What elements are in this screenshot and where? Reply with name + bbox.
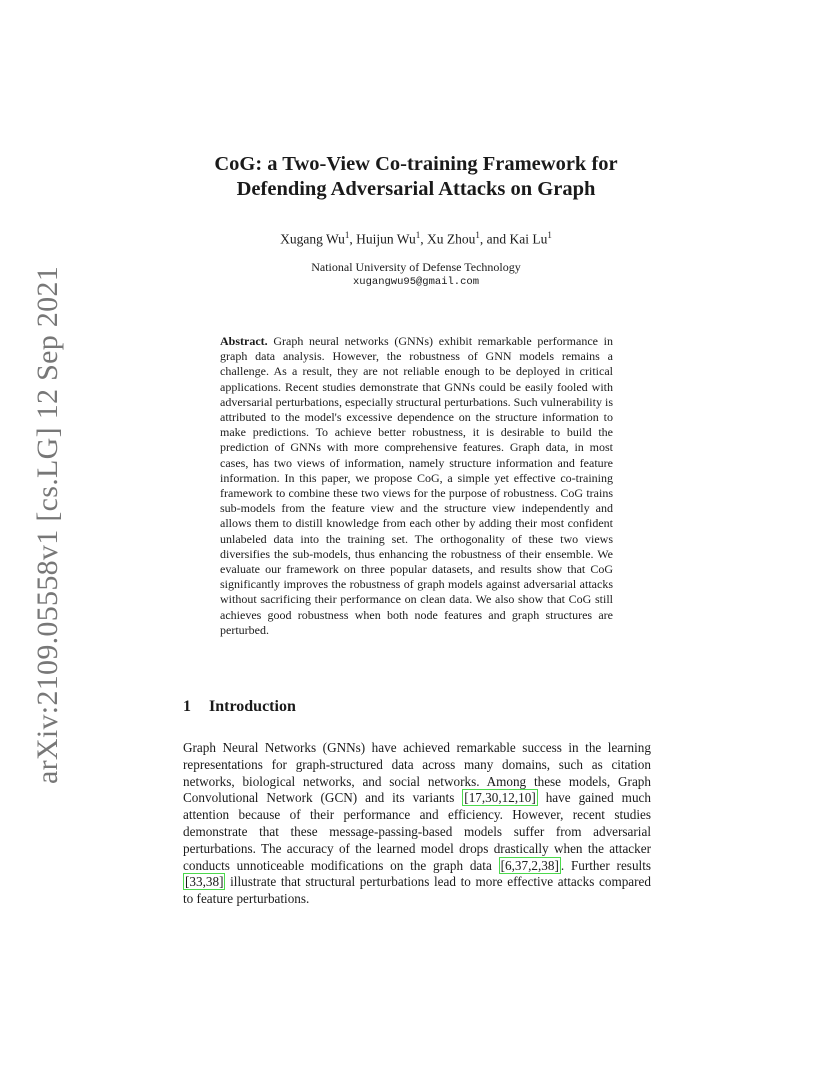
author-affiliation-mark: 1 — [475, 230, 480, 240]
title-line-1: CoG: a Two-View Co-training Framework for — [214, 153, 618, 175]
citation-link[interactable]: [6,37,2,38] — [500, 857, 559, 873]
intro-text: illustrate that structural perturbations lead to more effective attacks compared to feature perturbations. — [183, 874, 651, 907]
author-affiliation-mark: 1 — [415, 230, 421, 240]
arxiv-identifier: arXiv:2109.05558v1 [cs.LG] 12 Sep 2021 — [31, 265, 64, 785]
paper-title — [160, 152, 672, 202]
author-affiliation-mark: 1 — [344, 230, 350, 240]
section-heading — [183, 698, 296, 716]
author-name: Kai Lu — [509, 231, 548, 247]
affiliation: National University of Defense Technology — [311, 260, 521, 274]
author-name: Xu Zhou — [427, 231, 476, 247]
citation-link[interactable]: [33,38] — [185, 874, 224, 890]
author-email: xugangwu95@gmail.com — [352, 276, 480, 288]
author-separator: , — [420, 231, 428, 247]
author-list — [160, 230, 672, 248]
author-name: Huijun Wu — [356, 231, 416, 247]
intro-text: . Further results — [560, 857, 651, 873]
intro-text: Graph Neural Networks (GNNs) have achieved remarkable success in the learning representations for graph-structured data across many domains, such as citation networks, biological networks, and social networks. Among these models, Graph Convolutional Network (GCN) and its variants — [183, 740, 651, 806]
author-affiliation-mark: 1 — [547, 230, 552, 240]
title-line-2: Defending Adversarial Attacks on Graph — [236, 178, 596, 200]
abstract-text: Graph neural networks (GNNs) exhibit remarkable performance in graph data analysis. However, the robustness of GNN models remains a challenge. As a result, they are not reliable enough to be deployed in critical applications. Recent studies demonstrate that GNNs could be easily fooled with adversarial perturbations, especially structural perturbations. Such vulnerability is attributed to the model's excessive dependence on the structure information to make predictions. To achieve better robustness, it is desirable to build the prediction of GNNs with more comprehensive features. Graph data, in most cases, has two views of information, namely structure information and feature information. In this paper, we propose CoG, a simple yet effective co-training framework to combine these two views for the purpose of robustness. CoG trains sub-models from the feature view and the structure view independently and allows them to distill knowledge from each other by adding their most confident unlabeled data into the training set. The orthogonality of these two views diversifies the sub-models, thus enhancing the robustness of their ensemble. We evaluate our framework on three popular datasets, and results show that CoG significantly improves the robustness of graph models against adversarial attacks without sacrificing their performance on clean data. We also show that CoG still achieves good robustness when both node features and graph structures are perturbed. — [220, 334, 613, 637]
abstract-label: Abstract. — [220, 334, 268, 348]
abstract — [220, 334, 613, 638]
section-title: Introduction — [209, 698, 296, 715]
author-name: Xugang Wu — [280, 231, 345, 247]
intro-text: have gained much attention because of their performance and efficiency. However, recent studies demonstrate that these message-passing-based models suffer from adversarial perturbations. The accuracy of the learned model drops drastically when the attacker conducts unnoticeable modifications on the graph data — [183, 790, 651, 873]
author-separator: , and — [479, 231, 510, 247]
section-number: 1 — [183, 698, 191, 715]
citation-link[interactable]: [17,30,12,10] — [464, 790, 536, 806]
author-separator: , — [349, 231, 357, 247]
intro-paragraph — [183, 740, 651, 908]
